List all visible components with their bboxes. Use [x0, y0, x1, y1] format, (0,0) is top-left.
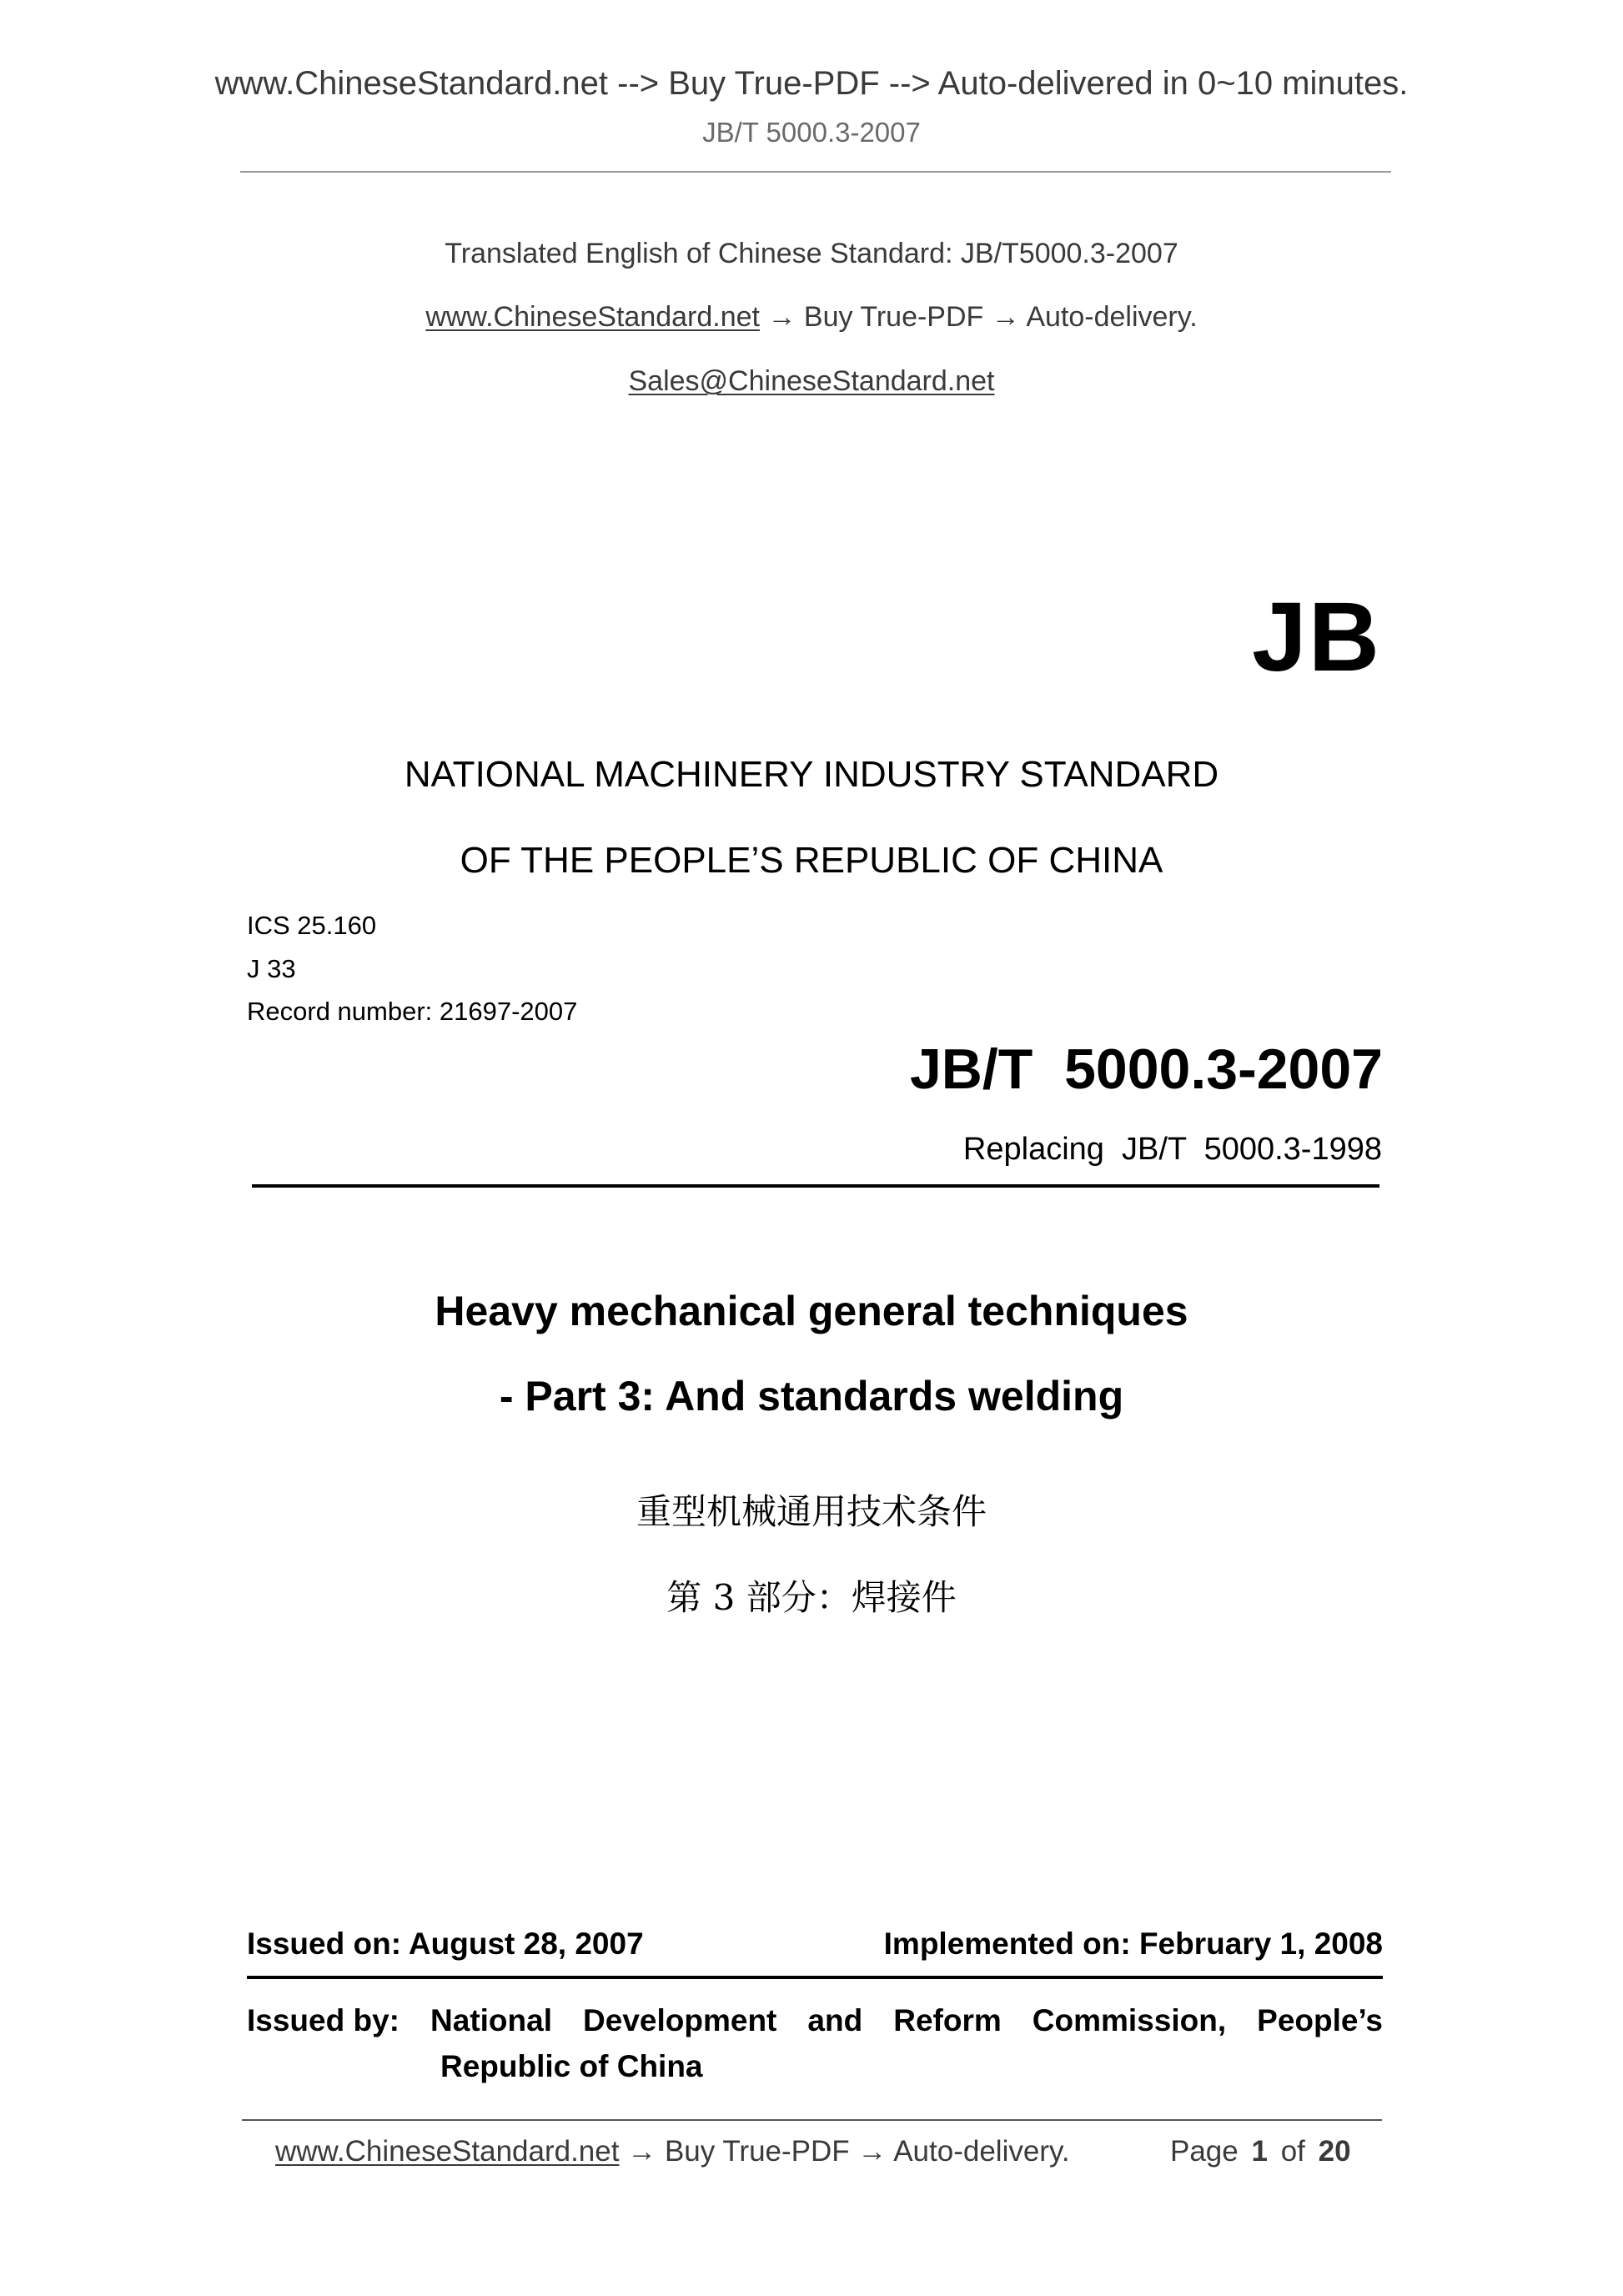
email-line [0, 365, 1623, 398]
title-line2: - Part 3: And standards welding [499, 1373, 1124, 1419]
header-divider [240, 171, 1391, 173]
page-number [1170, 2135, 1351, 2168]
replacing-standard: Replacing JB/T 5000.3-1998 [962, 1132, 1382, 1167]
dates-row [247, 1927, 1383, 1962]
sales-email-link[interactable]: Sales@ChineseStandard.net [628, 365, 995, 397]
intro-delivery-line [0, 301, 1623, 334]
chinese-title-line2: 第 3 部分：焊接件 [666, 1577, 957, 1618]
chinese-title-line1: 重型机械通用技术条件 [636, 1491, 987, 1532]
buy-true-pdf-text: Buy True-PDF [803, 301, 984, 333]
issued-by-word: People’s [1257, 2003, 1383, 2037]
issued-by-word: and [807, 2003, 863, 2037]
arrow-right-icon: → [991, 301, 1020, 333]
implemented-on-date: Implemented on: February 1, 2008 [883, 1927, 1383, 1961]
national-standard-line2: OF THE PEOPLE’S REPUBLIC OF CHINA [460, 840, 1163, 881]
issued-by-line2: Republic of China [440, 2049, 703, 2083]
footer-divider [242, 2119, 1382, 2121]
arrow-right-icon: → [767, 301, 796, 333]
arrow-right-icon: → [857, 2135, 887, 2168]
arrow-right-icon: → [627, 2135, 657, 2168]
site-link[interactable]: www.ChineseStandard.net [425, 301, 760, 333]
auto-delivery-text: Auto-delivery. [1026, 301, 1198, 333]
top-banner: www.ChineseStandard.net --> Buy True-PDF --> Auto-delivered in 0~10 minutes. [214, 65, 1409, 102]
page-of: of [1280, 2135, 1305, 2168]
issued-by-word: Development [583, 2003, 777, 2037]
buy-true-pdf-text: Buy True-PDF [664, 2135, 850, 2168]
jb-logo-text: JB [1252, 582, 1381, 692]
standard-number: JB/T 5000.3-2007 [909, 1037, 1383, 1101]
translated-line: Translated English of Chinese Standard: JB/T5000.3-2007 [445, 238, 1178, 269]
issued-by-label: Issued by: [247, 2003, 399, 2037]
footer-site-link[interactable]: www.ChineseStandard.net [275, 2135, 620, 2168]
issued-by-word: Commission, [1032, 2003, 1227, 2037]
header-standard-code: JB/T 5000.3-2007 [702, 117, 921, 148]
dates-divider [247, 1976, 1383, 1979]
issued-by-word: Reform [893, 2003, 1002, 2037]
ccs-code: J 33 [247, 954, 296, 983]
footer-delivery-line [275, 2135, 1070, 2168]
page-label: Page [1170, 2135, 1239, 2168]
title-divider [252, 1184, 1379, 1188]
issued-on-date: Issued on: August 28, 2007 [247, 1927, 644, 1961]
page-total: 20 [1318, 2135, 1351, 2168]
title-line1: Heavy mechanical general techniques [435, 1288, 1188, 1334]
ics-code: ICS 25.160 [247, 911, 377, 940]
page-current: 1 [1251, 2135, 1268, 2168]
record-number: Record number: 21697-2007 [247, 997, 578, 1026]
auto-delivery-text: Auto-delivery. [893, 2135, 1070, 2168]
national-standard-line1: NATIONAL MACHINERY INDUSTRY STANDARD [404, 754, 1219, 795]
issued-by-word: National [430, 2003, 552, 2037]
issued-by-line1 [247, 2003, 1383, 2038]
